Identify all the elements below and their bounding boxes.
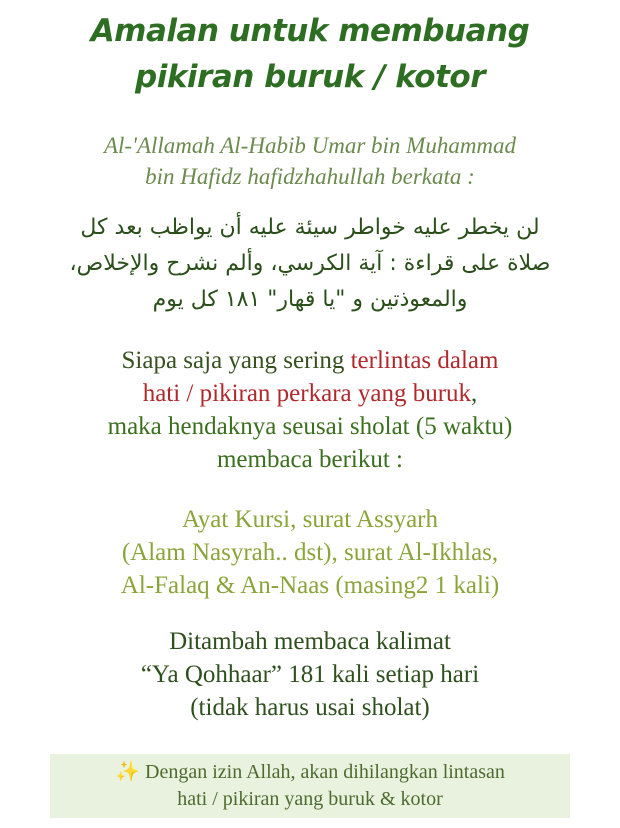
dhikr-line-3: (tidak harus usai sholat) [190, 694, 430, 721]
note-text: Dengan izin Allah, akan dihilangkan lintasan [145, 761, 505, 783]
note-line-1 [50, 759, 570, 786]
title-line-1: Amalan untuk membuang [90, 13, 530, 49]
highlight-text: hati / pikiran perkara yang buruk [142, 380, 472, 407]
instruction-line-1 [0, 344, 620, 377]
instruction-line-4: membaca berikut : [216, 446, 404, 473]
arabic-line-2: صلاة على قراءة : آية الكرسي، وألم نشرح والإخلاص، [69, 251, 551, 276]
surah-line-1: Ayat Kursi, surat Assyarh [181, 506, 438, 533]
dhikr-line-1: Ditambah membaca kalimat [169, 628, 451, 655]
surah-line-3: Al-Falaq & An-Naas (masing2 1 kali) [120, 572, 500, 599]
instruction-line-2 [0, 377, 620, 410]
arabic-line-1: لن يخطر عليه خواطر سيئة عليه أن يواظب بعد كل [80, 215, 540, 240]
surah-line-2: (Alam Nasyrah.. dst), surat Al-Ikhlas, [121, 539, 499, 566]
attribution-line-1: Al-'Allamah Al-Habib Umar bin Muhammad [103, 133, 517, 158]
arabic-line-3: والمعوذتين و "يا قهار" ١٨١ كل يوم [152, 287, 468, 312]
surah-list-paragraph [0, 503, 620, 602]
highlight-text: terlintas dalam [350, 347, 499, 374]
arabic-quote [20, 210, 600, 318]
page-title [0, 8, 620, 100]
note-line-2: hati / pikiran yang buruk & kotor [177, 788, 443, 810]
sparkles-icon: ✨ [115, 761, 140, 783]
instruction-line-3: maka hendaknya seusai sholat (5 waktu) [107, 413, 513, 440]
attribution-line-2: bin Hafidz hafidzhahullah berkata : [145, 164, 475, 189]
title-line-2: pikiran buruk / kotor [135, 59, 485, 95]
closing-note [50, 754, 570, 818]
dhikr-paragraph [0, 625, 620, 724]
attribution [0, 130, 620, 192]
instruction-text: , [471, 380, 478, 407]
instruction-paragraph [0, 344, 620, 476]
dhikr-line-2: “Ya Qohhaar” 181 kali setiap hari [140, 661, 480, 688]
instruction-text: Siapa saja yang sering [121, 347, 351, 374]
